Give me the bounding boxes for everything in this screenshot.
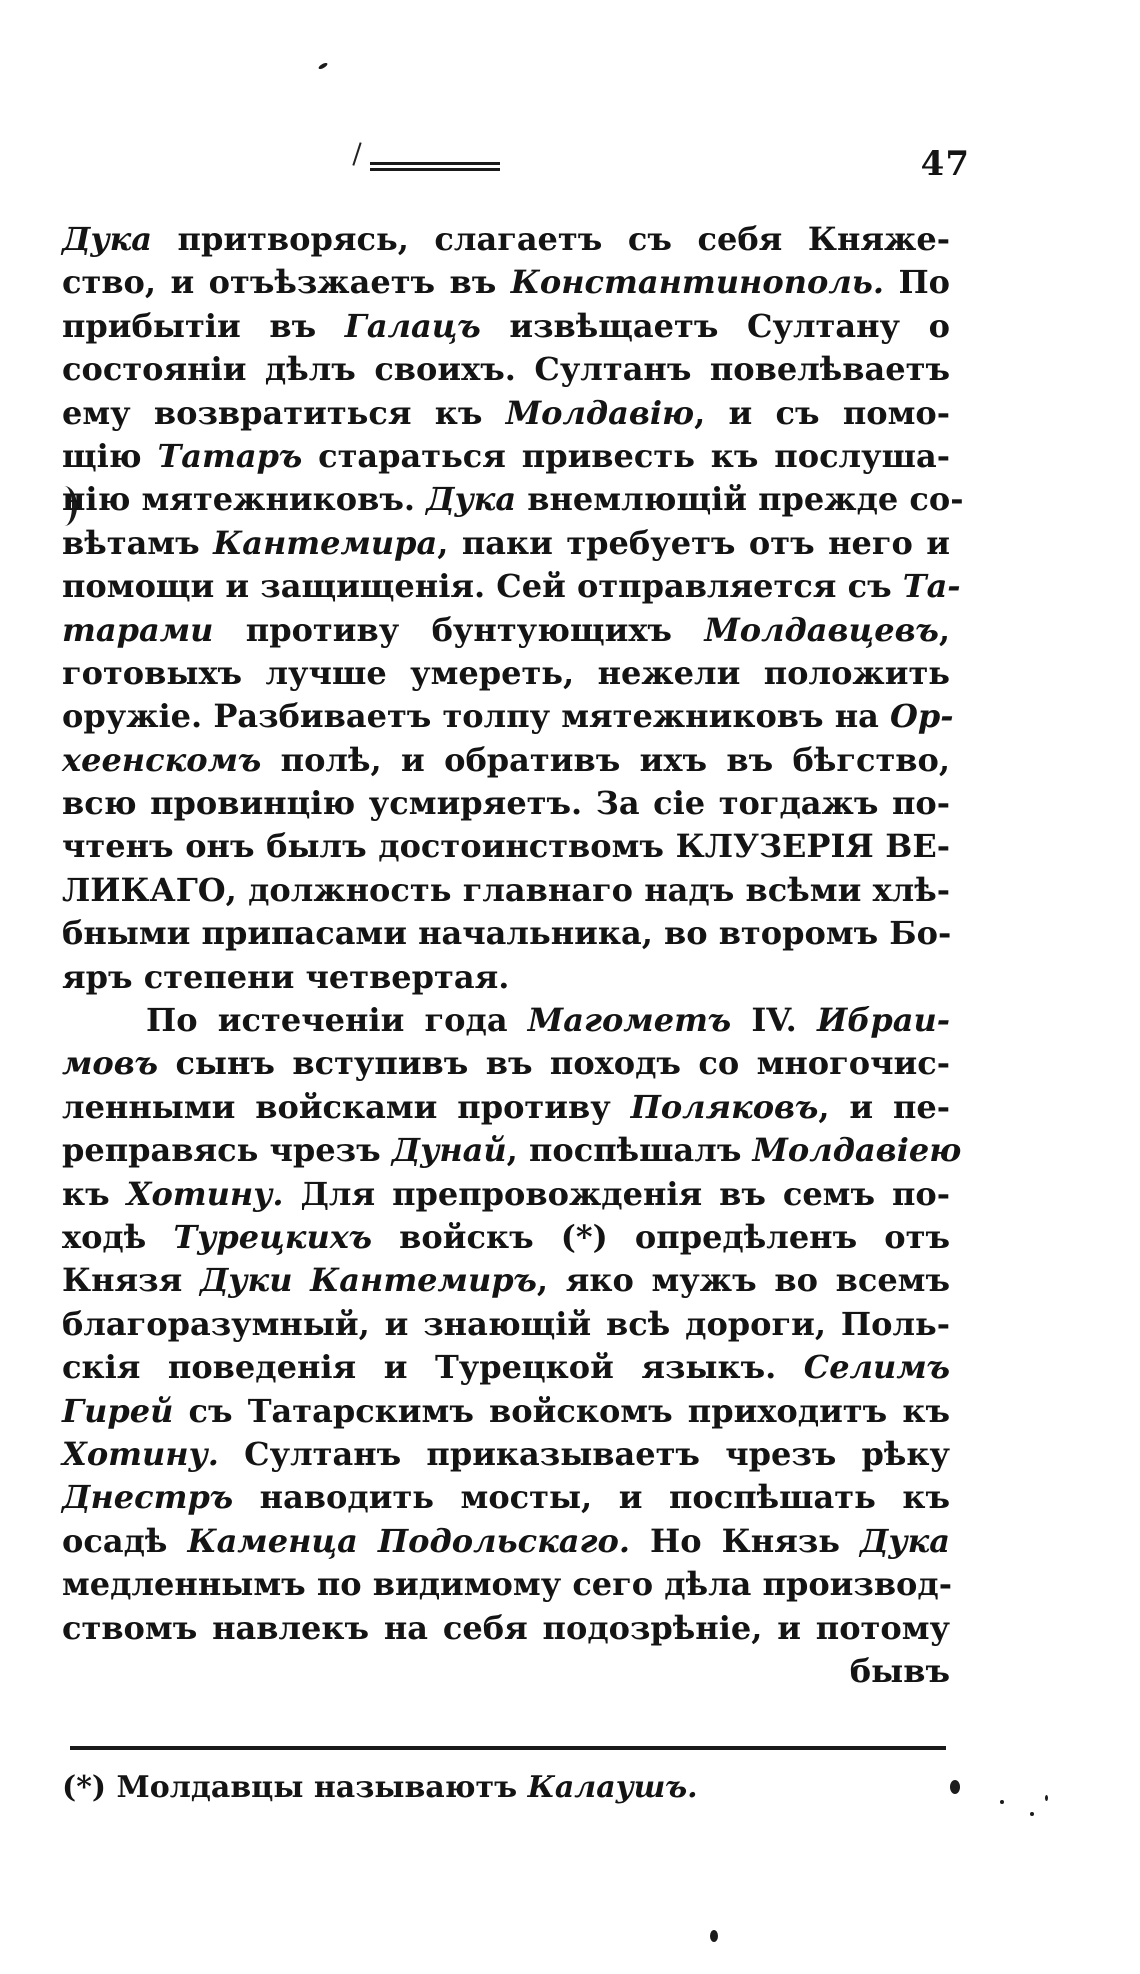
text-run: , паки требуетъ отъ него и	[437, 523, 950, 562]
text-run: ЛИКАГО, должность главнаго надъ всѣми хлѣ-	[62, 870, 950, 909]
italic-name: Дунай	[391, 1131, 507, 1170]
text-line	[62, 739, 950, 782]
italic-name: Ор-	[890, 697, 954, 736]
text-run: чтенъ онъ былъ достоинствомъ КЛУЗЕРІЯ ВЕ-	[62, 827, 950, 866]
text-run: сынъ вступивъ въ походъ со многочис-	[158, 1044, 950, 1083]
text-run: реправясь чрезъ	[62, 1131, 392, 1170]
text-line	[62, 652, 950, 695]
text-run: войскъ (*) опредѣленъ отъ	[372, 1217, 951, 1256]
text-run: медленнымъ по видимому сего дѣла производ-	[62, 1565, 952, 1604]
text-line	[62, 565, 961, 608]
text-run: Князя	[62, 1261, 200, 1300]
italic-name: Турецкихъ	[173, 1217, 373, 1256]
text-run: нію мятежниковъ.	[62, 480, 427, 519]
text-run: ство, и отъѣзжаетъ въ	[62, 263, 511, 302]
italic-name: Молдавцевъ	[704, 610, 939, 649]
text-run: , и съ помо-	[694, 393, 951, 432]
text-line	[62, 1259, 950, 1302]
ink-speck	[1030, 1812, 1034, 1816]
text-run: , яко мужъ во всемъ	[536, 1261, 951, 1300]
text-run: внемлющій прежде со-	[516, 480, 964, 519]
text-run: состояніи дѣлъ своихъ. Султанъ повелѣваетъ	[62, 350, 950, 389]
text-line	[62, 782, 950, 825]
text-run: ходѣ	[62, 1217, 174, 1256]
text-run: осадѣ	[62, 1521, 188, 1560]
text-line	[62, 1346, 950, 1389]
text-line	[62, 1563, 950, 1606]
ink-speck	[1045, 1795, 1048, 1801]
running-head	[340, 140, 980, 190]
text-run: полѣ, и обративъ ихъ въ бѣгство,	[261, 740, 950, 779]
text-line	[62, 695, 954, 738]
text-line	[62, 1607, 950, 1650]
text-run: бными припасами начальника, во второмъ Бо-	[62, 914, 952, 953]
text-run: , поспѣшалъ	[506, 1131, 753, 1170]
text-run: ему возвратиться къ	[62, 393, 506, 432]
italic-name: Та-	[902, 567, 961, 606]
text-line	[62, 825, 950, 868]
text-run: съ Татарскимъ войскомъ приходитъ къ	[173, 1391, 950, 1430]
text-line	[62, 1216, 950, 1259]
ink-speck	[318, 62, 329, 70]
text-line	[62, 1520, 950, 1563]
text-run: Но Князь	[629, 1521, 861, 1560]
head-tick-mark	[352, 142, 361, 165]
page-number: 47	[920, 144, 970, 184]
italic-name: Дуки Кантемиръ	[199, 1261, 537, 1300]
text-run: Султанъ приказываетъ чрезъ рѣку	[218, 1434, 950, 1473]
text-run: благоразумный, и знающій всѣ дороги, Поль-	[62, 1304, 950, 1343]
text-run: , и пе-	[818, 1087, 951, 1126]
text-line	[62, 435, 950, 478]
text-line	[62, 1042, 950, 1085]
text-run: ,	[938, 610, 950, 649]
italic-name: Татаръ	[157, 436, 303, 475]
text-run: притворясь, слагаетъ съ себя Княже-	[151, 220, 950, 258]
text-run: вѣтамъ	[62, 523, 214, 562]
ink-speck	[710, 1930, 718, 1942]
footnote	[62, 1770, 698, 1805]
text-line	[62, 999, 950, 1042]
text-line	[62, 392, 950, 435]
text-run: скія поведенія и Турецкой языкъ.	[62, 1348, 804, 1387]
text-run: IV.	[731, 1001, 817, 1040]
text-run: ствомъ навлекъ на себя подозрѣніе, и потому	[62, 1608, 950, 1647]
text-run: По истеченіи года	[146, 1001, 528, 1040]
text-line	[62, 869, 950, 912]
italic-name: Константинополь.	[510, 263, 884, 302]
text-run: оружіе. Разбиваетъ толпу мятежниковъ на	[62, 697, 890, 736]
text-run: наводить мосты, и поспѣшать къ	[233, 1478, 950, 1517]
text-run: Для препровожденія въ семъ по-	[283, 1174, 951, 1213]
text-line	[62, 1086, 950, 1129]
italic-name: Молдавію	[505, 393, 695, 432]
text-run: помощи и защищенія. Сей отправляется съ	[62, 567, 903, 606]
text-line	[62, 609, 950, 652]
footnote-term: Калаушъ.	[527, 1770, 698, 1805]
text-line	[62, 1476, 950, 1519]
italic-name: тарами	[62, 610, 214, 649]
italic-name: Магометъ	[527, 1001, 732, 1040]
text-line	[62, 478, 964, 521]
catchword	[62, 1650, 950, 1693]
italic-name: Кантемира	[213, 523, 438, 562]
footnote-text: Молдавцы называютъ	[106, 1770, 528, 1805]
text-run: щію	[62, 436, 158, 475]
italic-name: Поляковъ	[630, 1087, 819, 1126]
text-run: бывъ	[849, 1651, 950, 1690]
text-line	[62, 305, 950, 348]
footnote-marker: (*)	[62, 1770, 107, 1805]
text-run: яръ степени четвертая.	[62, 957, 510, 996]
italic-name: хеенскомъ	[62, 740, 262, 779]
text-line	[62, 261, 950, 304]
text-run: противу бунтующихъ	[213, 610, 705, 649]
italic-name: Дука	[426, 480, 517, 519]
text-line	[62, 1433, 950, 1476]
italic-name: Ибраи-	[817, 1001, 950, 1040]
body-text	[62, 218, 964, 1693]
footnote-rule	[70, 1746, 946, 1750]
text-line	[62, 1129, 962, 1172]
italic-name: Молдавіею	[752, 1131, 962, 1170]
text-line	[62, 956, 950, 999]
italic-name: Галацъ	[344, 306, 481, 345]
italic-name: Гирей	[62, 1391, 174, 1430]
ink-speck	[1000, 1800, 1004, 1804]
text-run: стараться привесть къ послуша-	[302, 436, 951, 475]
text-line	[62, 1173, 950, 1216]
text-line	[62, 1390, 950, 1433]
text-run: готовыхъ лучше умереть, нежели положить	[62, 653, 950, 692]
text-line	[62, 522, 950, 565]
text-line	[62, 218, 950, 261]
italic-name: Днестръ	[62, 1478, 234, 1517]
text-run: По	[884, 263, 951, 302]
italic-name: Хотину.	[126, 1174, 284, 1213]
header-double-rule	[370, 162, 500, 165]
text-line	[62, 1303, 950, 1346]
text-line	[62, 348, 950, 391]
italic-name: Хотину.	[62, 1434, 219, 1473]
text-run: къ	[62, 1174, 127, 1213]
text-run: ленными войсками противу	[62, 1087, 631, 1126]
italic-name: Дука	[62, 220, 152, 258]
italic-name: мовъ	[62, 1044, 159, 1083]
text-line	[62, 912, 950, 955]
text-run: прибытіи въ	[62, 306, 345, 345]
italic-name: Дука	[860, 1521, 951, 1560]
text-run: всю провинцію усмиряетъ. За сіе тогдажъ по-	[62, 784, 950, 823]
text-run: извѣщаетъ Султану о	[480, 306, 950, 345]
italic-name: Селимъ	[803, 1348, 950, 1387]
italic-name: Каменца Подольскаго.	[187, 1521, 630, 1560]
ink-speck	[950, 1780, 960, 1794]
